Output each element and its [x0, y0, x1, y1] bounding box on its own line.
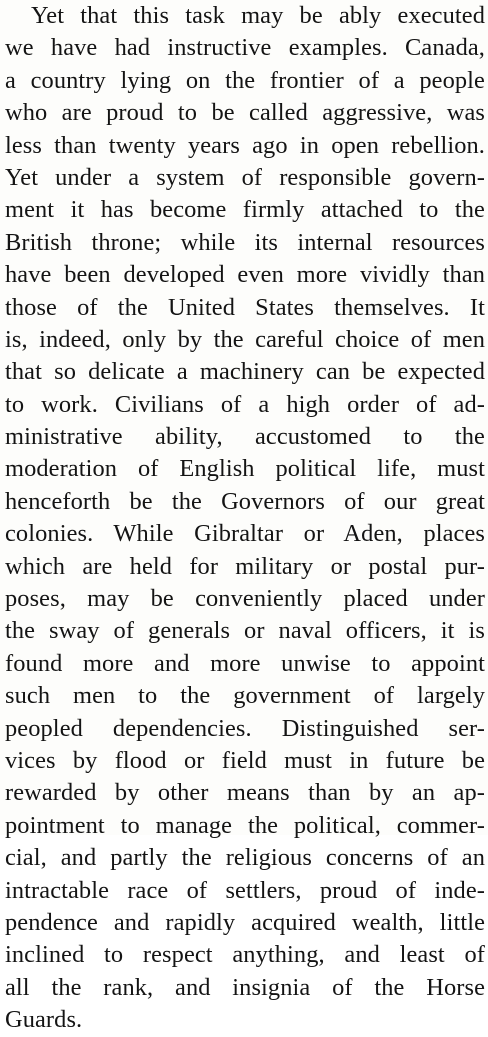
text-line: those of the United States themselves. It: [5, 293, 485, 321]
text-line: to work. Civilians of a high order of ad-: [5, 390, 485, 418]
text-line: pointment to manage the political, commer-: [5, 811, 485, 839]
text-line: poses, may be conveniently placed under: [5, 585, 485, 613]
text-line: peopled dependencies. Distinguished ser-: [5, 714, 485, 742]
text-line: British throne; while its internal resources: [5, 228, 485, 256]
text-line: ministrative ability, accustomed to the: [5, 423, 485, 451]
text-line: colonies. While Gibraltar or Aden, places: [5, 520, 485, 548]
text-line: which are held for military or postal pur-: [5, 552, 485, 580]
text-line: intractable race of settlers, proud of inde-: [5, 876, 485, 904]
text-line: Yet under a system of responsible govern-: [5, 163, 485, 191]
text-line: all the rank, and insignia of the Horse: [5, 973, 485, 1001]
text-line: moderation of English political life, must: [5, 455, 485, 483]
text-line: a country lying on the frontier of a people: [5, 66, 485, 94]
text-line: Guards.: [5, 1006, 83, 1034]
text-line: inclined to respect anything, and least of: [5, 941, 485, 969]
text-line: found more and more unwise to appoint: [5, 649, 485, 677]
text-line: such men to the government of largely: [5, 682, 485, 710]
text-line: the sway of generals or naval officers, it is: [5, 617, 485, 645]
text-line: Yet that this task may be ably executed: [31, 2, 485, 29]
text-line: rewarded by other means than by an ap-: [5, 779, 485, 807]
text-line: vices by flood or field must in future be: [5, 746, 485, 774]
text-line: is, indeed, only by the careful choice of men: [5, 325, 485, 353]
text-line: who are proud to be called aggressive, was: [5, 99, 485, 127]
text-line: henceforth be the Governors of our great: [5, 487, 485, 515]
text-line: pendence and rapidly acquired wealth, little: [5, 908, 485, 936]
article-paragraph: [5, 0, 485, 1037]
text-line: we have had instructive examples. Canada,: [5, 34, 485, 62]
text-line: ment it has become firmly attached to the: [5, 196, 485, 224]
text-line: that so delicate a machinery can be expected: [5, 358, 485, 386]
text-line: have been developed even more vividly than: [5, 261, 485, 289]
text-line: less than twenty years ago in open rebellion.: [5, 131, 485, 159]
text-line: cial, and partly the religious concerns of an: [5, 844, 485, 872]
